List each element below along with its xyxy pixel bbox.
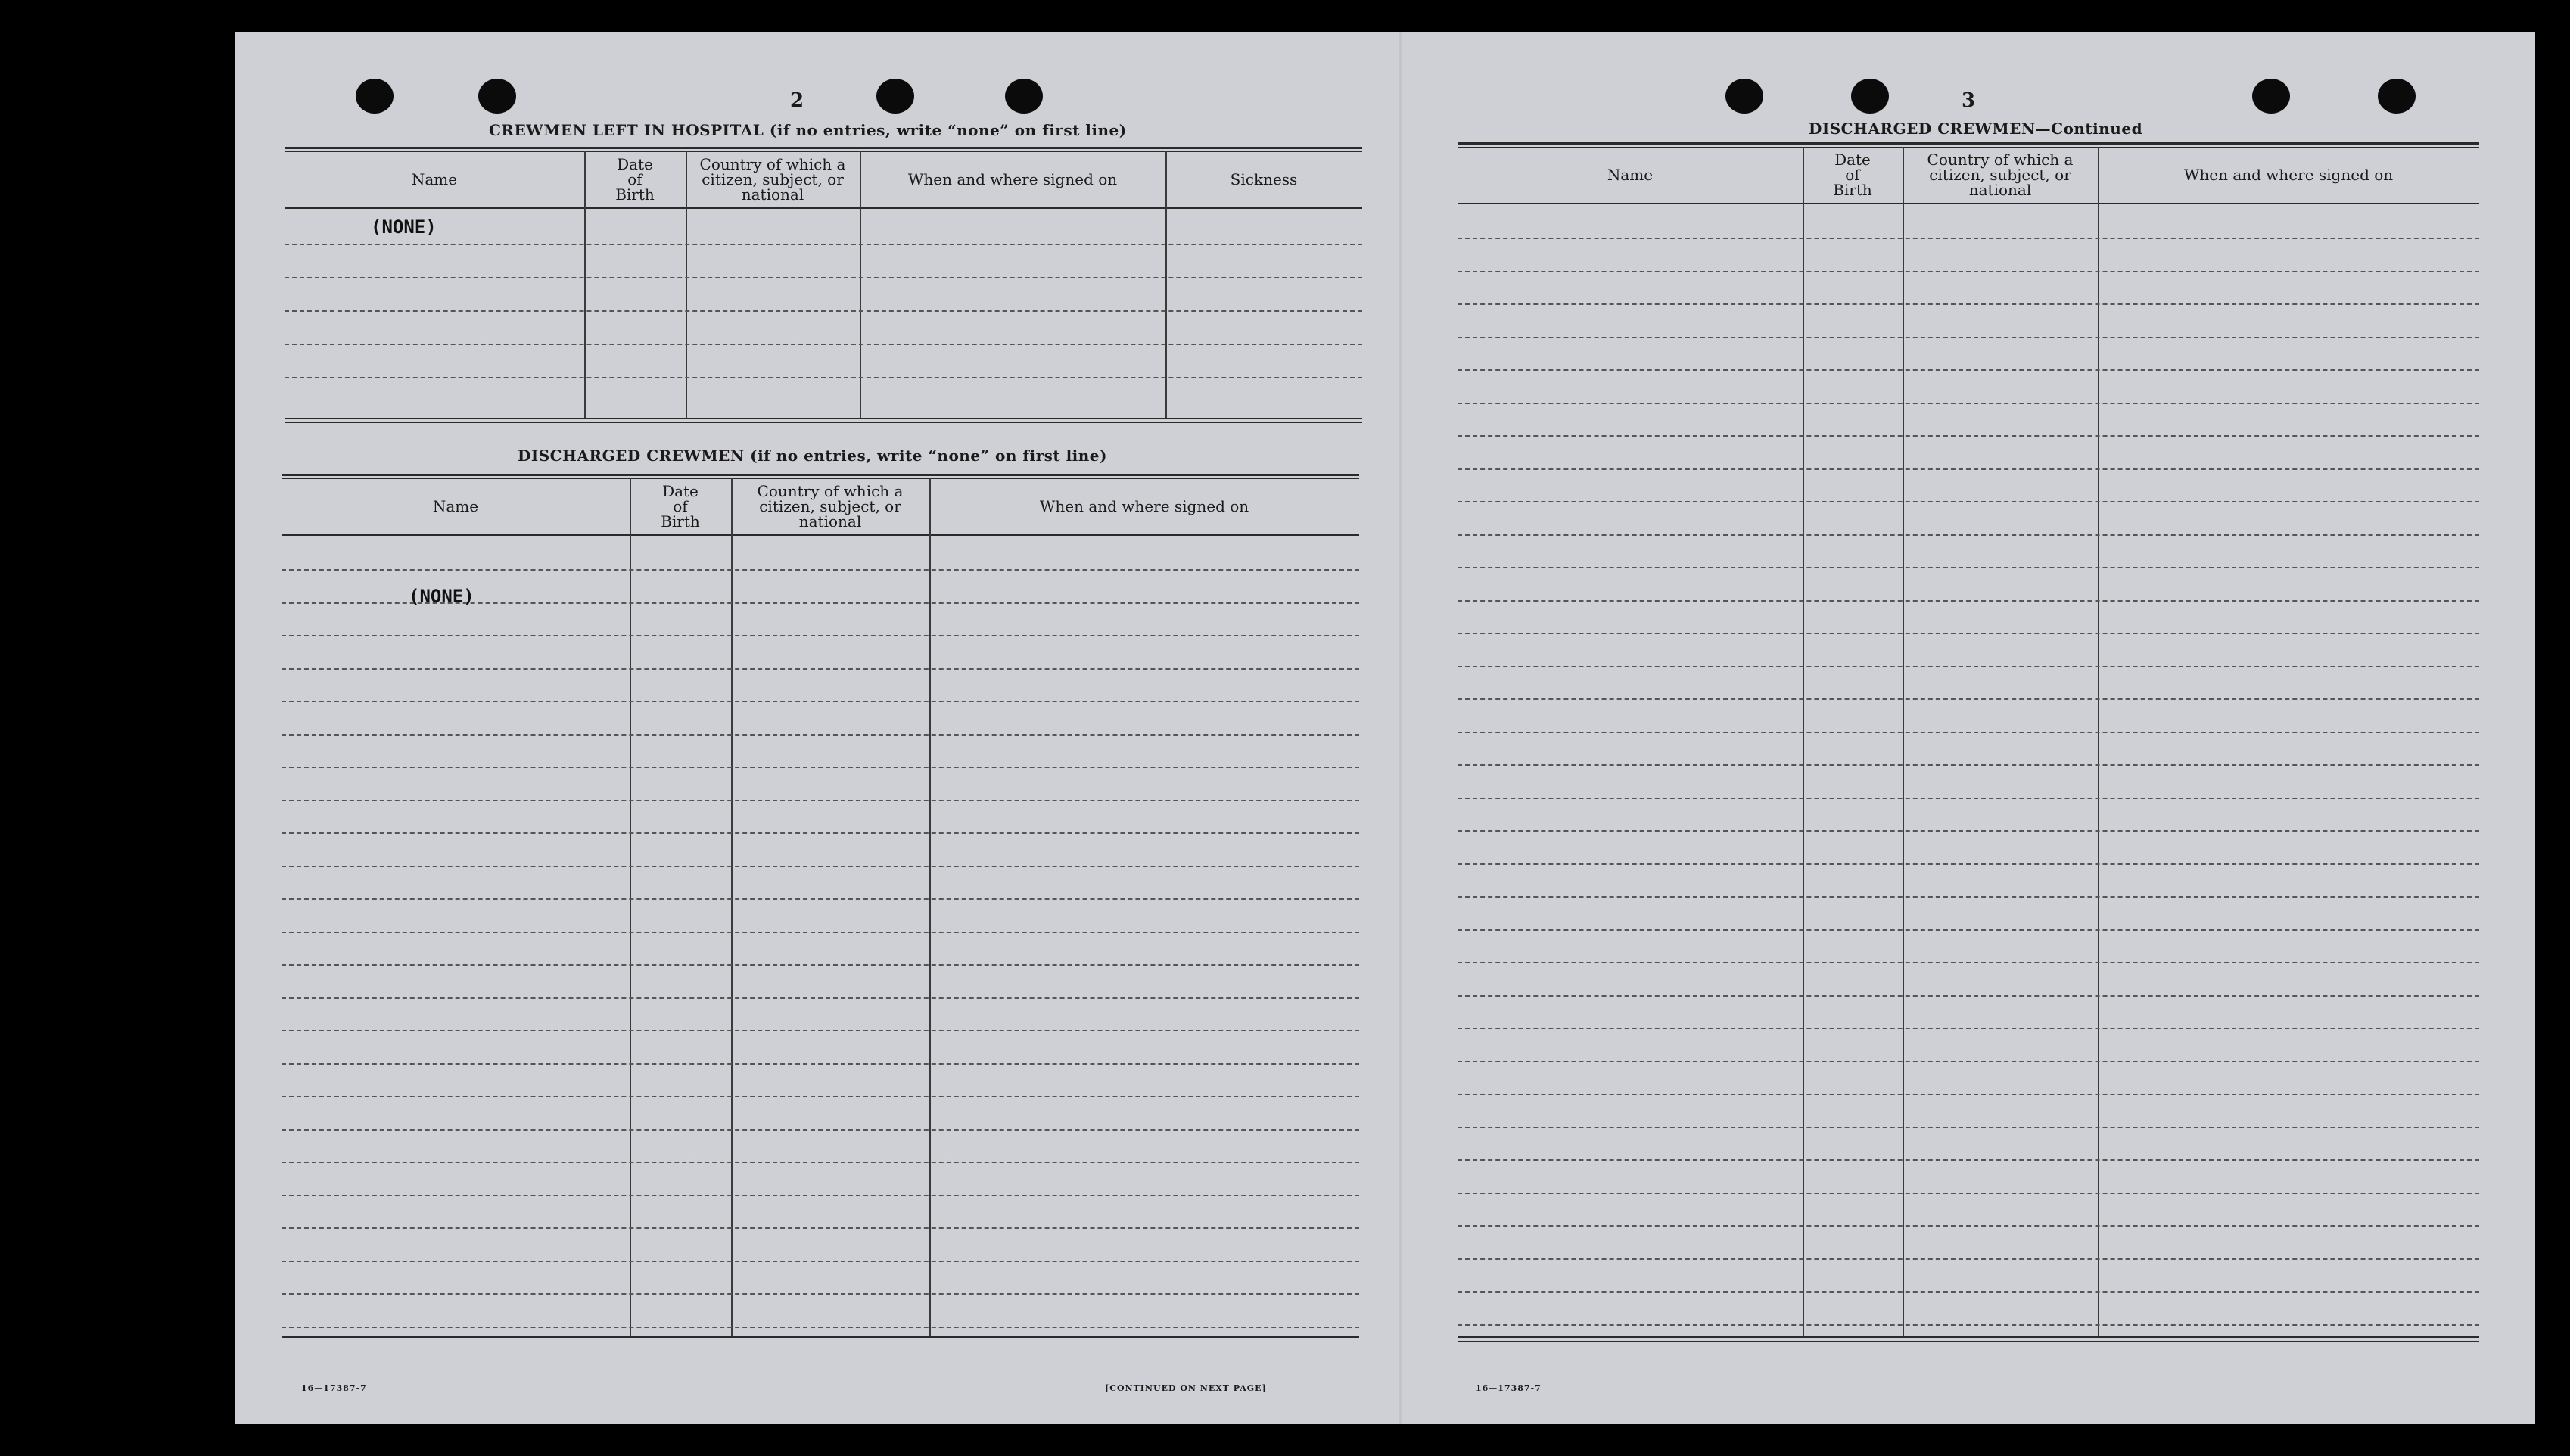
- table-row: [1458, 830, 2479, 832]
- hospital-table: [285, 147, 1362, 450]
- table-row: [282, 1327, 1359, 1328]
- table-row: [1458, 271, 2479, 272]
- discharged-continued-table: [1458, 142, 2479, 1380]
- table-row: [1458, 863, 2479, 865]
- table-bottom-rule: [1458, 1341, 2479, 1342]
- table-row: [1458, 534, 2479, 536]
- punch-hole: [1005, 79, 1043, 114]
- form-sheet: [235, 32, 2535, 1424]
- table-row: [282, 1293, 1359, 1295]
- column-divider: [1165, 151, 1167, 419]
- page-number: 3: [1962, 89, 1976, 112]
- table-row: [282, 635, 1359, 636]
- column-header-country: Country of which a citizen, subject, or national: [757, 482, 904, 530]
- table-row: [1458, 1193, 2479, 1194]
- table-row: [1458, 732, 2479, 733]
- table-row: [1458, 468, 2479, 470]
- table-row: [282, 832, 1359, 834]
- table-row: [282, 964, 1359, 966]
- column-header-name: Name: [1607, 166, 1654, 184]
- table-row: [1458, 1028, 2479, 1029]
- table-bottom-rule: [282, 1336, 1359, 1338]
- column-divider: [584, 151, 586, 419]
- table-top-rule: [1458, 142, 2479, 145]
- table-row: [285, 244, 1362, 245]
- hospital-entry-name: (NONE): [371, 216, 437, 238]
- table-row: [282, 701, 1359, 702]
- table-row: [1458, 435, 2479, 437]
- left-page: [235, 32, 1400, 1424]
- punch-hole: [356, 79, 394, 114]
- table-row: [1458, 369, 2479, 371]
- column-header-date-of-birth: Date of Birth: [661, 482, 700, 530]
- table-row: [282, 1030, 1359, 1031]
- table-row: [282, 1129, 1359, 1131]
- table-row: [1458, 567, 2479, 568]
- table-row: [282, 898, 1359, 900]
- table-row: [285, 310, 1362, 312]
- header-bottom-rule: [285, 207, 1362, 209]
- table-row: [282, 1162, 1359, 1163]
- table-row: [1458, 633, 2479, 634]
- page-number: 2: [790, 89, 804, 112]
- table-row: [1458, 1258, 2479, 1260]
- table-row: [282, 866, 1359, 867]
- table-row: [282, 997, 1359, 999]
- table-row: [1458, 896, 2479, 898]
- table-row: [1458, 1127, 2479, 1128]
- table-row: [1458, 666, 2479, 667]
- header-bottom-rule: [282, 534, 1359, 536]
- table-row: [1458, 238, 2479, 239]
- punch-hole: [876, 79, 914, 114]
- table-row: [282, 569, 1359, 571]
- column-divider: [686, 151, 687, 419]
- table-row: [1458, 337, 2479, 338]
- discharged-entry-name: (NONE): [409, 586, 474, 607]
- table-row: [282, 1063, 1359, 1065]
- table-top-rule: [285, 147, 1362, 149]
- punch-hole: [478, 79, 516, 114]
- table-bottom-rule: [1458, 1336, 2479, 1338]
- table-row: [1458, 962, 2479, 963]
- table-row: [1458, 995, 2479, 997]
- table-row: [1458, 1159, 2479, 1161]
- column-divider: [630, 478, 631, 1338]
- section-title-text: DISCHARGED CREWMEN: [518, 446, 745, 465]
- table-row: [282, 1195, 1359, 1196]
- table-row: [282, 1227, 1359, 1229]
- table-row: [1458, 1061, 2479, 1062]
- column-header-signed-on: When and where signed on: [1039, 497, 1249, 515]
- table-top-rule: [285, 151, 1362, 152]
- column-header-country: Country of which a citizen, subject, or national: [1927, 151, 2074, 199]
- table-bottom-rule: [285, 418, 1362, 419]
- column-divider: [860, 151, 861, 419]
- table-row: [1458, 698, 2479, 700]
- table-row: [282, 932, 1359, 933]
- punch-hole: [1725, 79, 1763, 114]
- table-top-rule: [1458, 147, 2479, 148]
- column-header-country: Country of which a citizen, subject, or national: [699, 155, 846, 204]
- form-number: 16—17387-7: [301, 1383, 367, 1393]
- table-row: [1458, 764, 2479, 766]
- right-page: [1400, 32, 2535, 1424]
- column-header-date-of-birth: Date of Birth: [1833, 151, 1872, 199]
- table-row: [1458, 303, 2479, 305]
- punch-hole: [2252, 79, 2290, 114]
- table-row: [282, 1261, 1359, 1262]
- table-row: [282, 800, 1359, 801]
- column-header-signed-on: When and where signed on: [2183, 166, 2394, 184]
- column-divider: [929, 478, 931, 1338]
- table-row: [1458, 1094, 2479, 1095]
- table-row: [1458, 501, 2479, 502]
- discharged-table: [282, 474, 1359, 1379]
- section-instruction: (if no entries, write “none” on first line): [750, 446, 1107, 465]
- table-row: [1458, 1291, 2479, 1293]
- table-top-rule: [282, 478, 1359, 479]
- table-row: [285, 377, 1362, 378]
- table-row: [282, 734, 1359, 736]
- table-row: [282, 1096, 1359, 1097]
- header-bottom-rule: [1458, 203, 2479, 204]
- section-title-text: CREWMEN LEFT IN HOSPITAL: [489, 121, 764, 139]
- continued-note: [CONTINUED ON NEXT PAGE]: [1105, 1383, 1267, 1393]
- table-bottom-rule: [285, 422, 1362, 423]
- hospital-section-title: [489, 121, 1127, 139]
- column-header-signed-on: When and where signed on: [907, 170, 1118, 188]
- table-row: [282, 668, 1359, 670]
- column-divider: [731, 478, 733, 1338]
- table-row: [1458, 798, 2479, 799]
- section-instruction: (if no entries, write “none” on first line): [769, 121, 1127, 139]
- table-row: [1458, 403, 2479, 404]
- table-row: [285, 344, 1362, 345]
- discharged-section-title: [518, 446, 1107, 465]
- punch-hole: [2378, 79, 2416, 114]
- column-header-name: Name: [411, 170, 458, 188]
- table-row: [1458, 600, 2479, 602]
- table-row: [1458, 1324, 2479, 1326]
- punch-hole: [1851, 79, 1889, 114]
- column-header-date-of-birth: Date of Birth: [615, 155, 655, 204]
- column-header-name: Name: [432, 497, 479, 515]
- form-number: 16—17387-7: [1476, 1383, 1542, 1393]
- table-row: [1458, 929, 2479, 931]
- table-row: [282, 767, 1359, 768]
- column-header-sickness: Sickness: [1230, 170, 1298, 188]
- discharged-continued-title: DISCHARGED CREWMEN—Continued: [1809, 120, 2143, 138]
- table-row: [1458, 1225, 2479, 1227]
- table-top-rule: [282, 474, 1359, 476]
- table-row: [285, 277, 1362, 278]
